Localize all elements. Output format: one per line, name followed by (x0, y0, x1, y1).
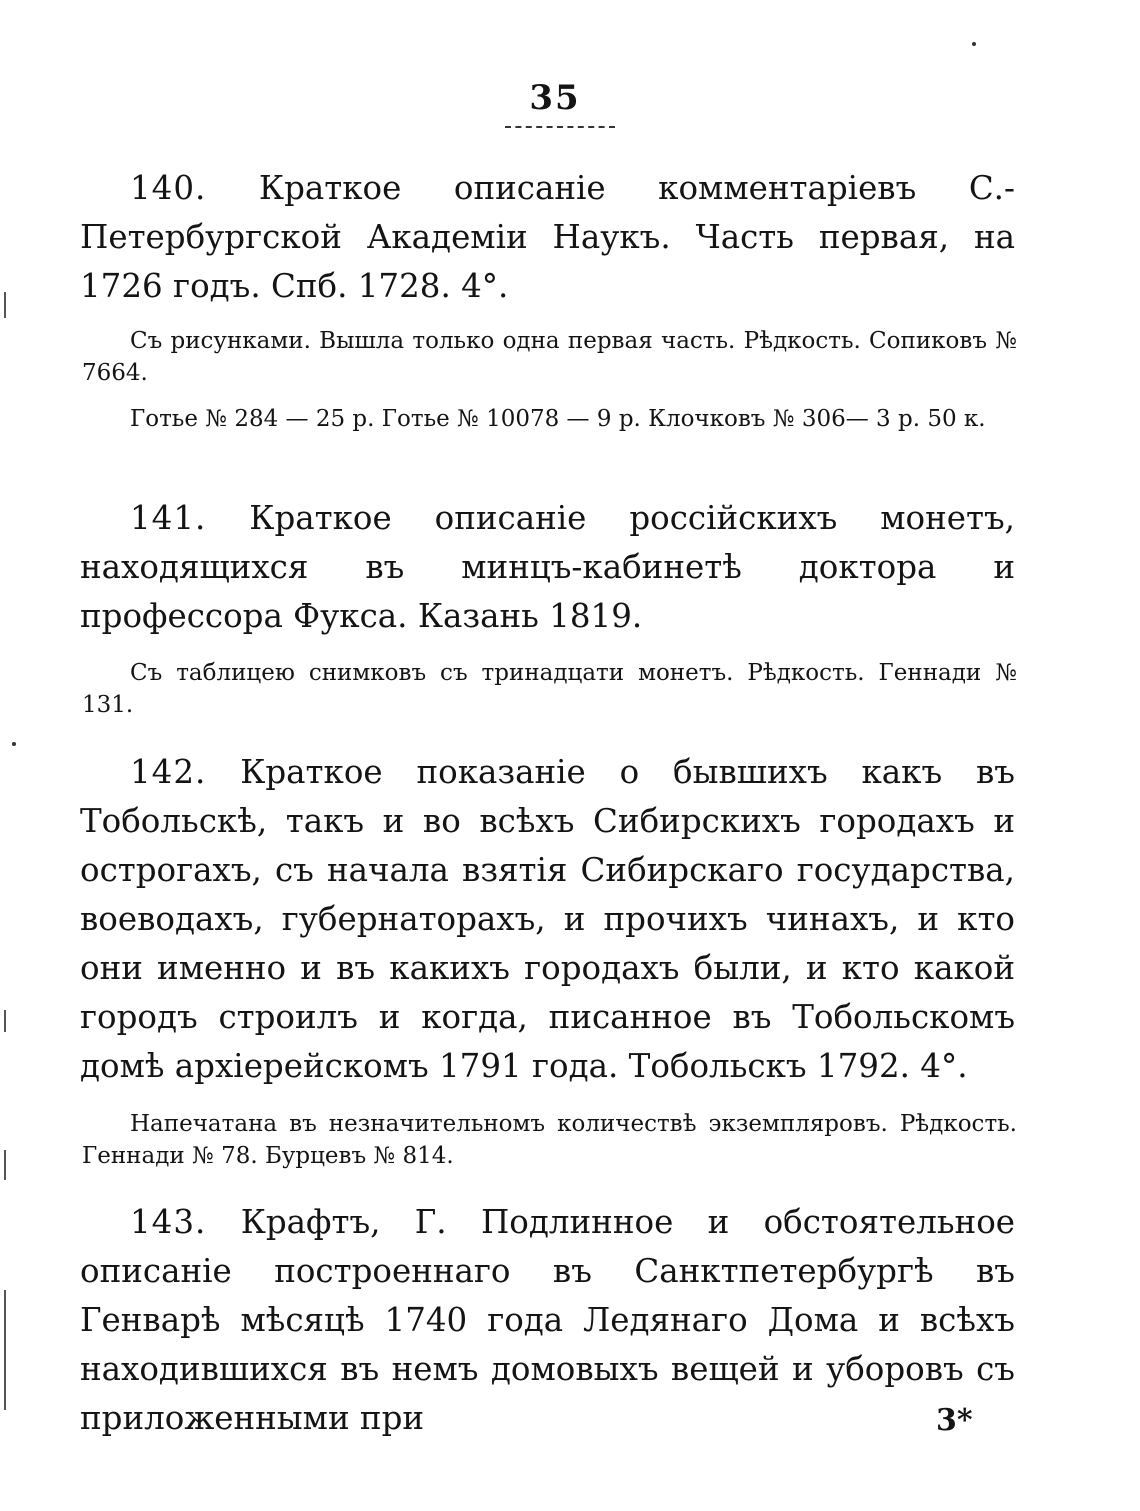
entry-title: Крафтъ, Г. Подлинное и обстоятельное описаніе построеннаго въ Санктпетербургѣ въ Генварѣ мѣсяцѣ 1740 года Ледянаго Дома и всѣхъ находившихся въ немъ домовыхъ вещей и уборовъ съ приложенными при (80, 1203, 1015, 1437)
entry-142 (80, 748, 1015, 1091)
signature-mark: 3* (936, 1403, 973, 1438)
entry-title: Краткое описаніе россійскихъ монетъ, находящихся въ минцъ-кабинетѣ доктора и профессора Фукса. Казань 1819. (80, 499, 1015, 635)
entry-number: 141. (130, 499, 207, 537)
entry-note: Съ рисунками. Вышла только одна первая часть. Рѣдкость. Сопиковъ № 7664. (82, 328, 1017, 386)
entry-note: Съ таблицею снимковъ съ тринадцати монетъ. Рѣдкость. Геннади № 131. (82, 660, 1017, 718)
entry-note: Готье № 284 — 25 р. Готье № 10078 — 9 р. Клочковъ № 306— 3 р. 50 к. (130, 406, 986, 432)
scan-edge-mark (4, 1150, 6, 1180)
entry-title: Краткое описаніе комментаріевъ С.-Петербургской Академіи Наукъ. Часть первая, на 1726 годъ. Спб. 1728. 4°. (80, 169, 1015, 305)
entry-141 (80, 494, 1015, 641)
entry-number: 142. (130, 753, 207, 791)
scan-edge-mark (4, 1290, 6, 1410)
scan-edge-mark (4, 292, 6, 318)
scan-edge-mark (4, 1010, 6, 1032)
entry-number: 143. (130, 1203, 207, 1241)
page-number: 35 (529, 78, 581, 118)
scan-dot (12, 742, 16, 746)
entry-140 (80, 164, 1015, 311)
scan-dot (972, 42, 976, 46)
entry-title: Краткое показаніе о бывшихъ какъ въ Тобольскѣ, такъ и во всѣхъ Сибирскихъ городахъ и острогахъ, съ начала взятія Сибирскаго государства, воеводахъ, губернаторахъ, и прочихъ чинахъ, и кто они именно и въ какихъ городахъ были, и кто какой городъ строилъ и когда, писанное въ Тобольскомъ домѣ архіерейскомъ 1791 года. Тобольскъ 1792. 4°. (80, 753, 1015, 1085)
entry-number: 140. (130, 169, 207, 207)
entry-143 (80, 1198, 1015, 1443)
page-number-rule (505, 126, 615, 128)
entry-note: Напечатана въ незначительномъ количествѣ экземпляровъ. Рѣдкость. Геннади № 78. Бурцевъ № 814. (82, 1111, 1017, 1169)
